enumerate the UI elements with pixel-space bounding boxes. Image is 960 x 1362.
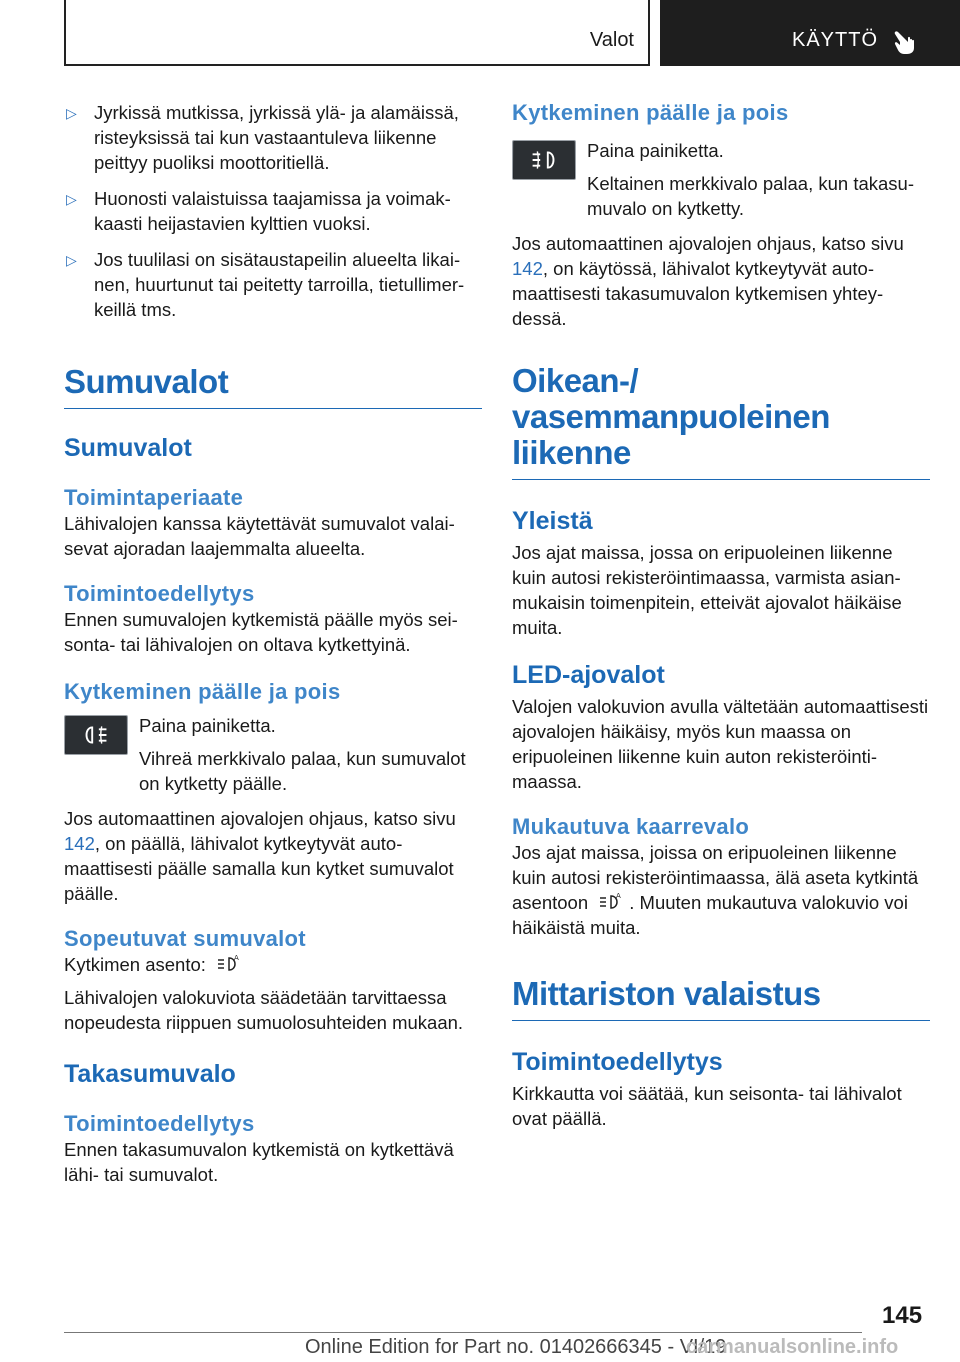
auto-text-post: , on päällä, lähivalot kytkeytyvät automaattisesti päälle samalla kun kytket sumuvalot päälle. — [64, 833, 454, 904]
subheading-sumuvalot: Sumuvalot — [64, 434, 192, 462]
page-link-142[interactable]: 142 — [64, 833, 95, 854]
indicator-text: Keltainen merkkivalo palaa, kun takasumuvalo on kytketty. — [587, 173, 915, 219]
auto-light-switch-icon — [597, 890, 625, 914]
paragraph-takasumu: Ennen takasumuvalon kytkemistä on kytkettävä lähi- tai sumuvalot. — [64, 1139, 454, 1185]
bullet-triangle-icon: ▷ — [66, 191, 77, 207]
button-instruction: Paina painiketta. — [587, 140, 724, 161]
footer-divider — [64, 1332, 862, 1333]
header-box — [64, 0, 650, 66]
heading-mittariston-valaistus: Mittariston valaistus — [512, 976, 930, 1021]
heading-toimintoedellytys: Toimintoedellytys — [64, 581, 255, 606]
heading-sopeutuvat: Sopeutuvat sumuvalot — [64, 926, 306, 951]
heading-yleista: Yleistä — [512, 507, 593, 535]
heading-kytkeminen: Kytkeminen päälle ja pois — [64, 679, 341, 704]
heading-toimintaperiaate: Toimintaperiaate — [64, 485, 244, 510]
bullet-text: Jyrkissä mutkissa, jyrkissä ylä- ja alamäissä, risteyksissä tai kun vastaantuleva liikenne peittyy puoliksi moottoritiellä. — [94, 102, 459, 173]
heading-takasumuvalo: Takasumuvalo — [64, 1060, 236, 1088]
auto-text-pre: Jos automaattinen ajovalojen ohjaus, katso sivu — [64, 808, 456, 829]
heading-kytkeminen-rear: Kytkeminen päälle ja pois — [512, 100, 789, 125]
rear-fog-light-button-icon — [512, 140, 576, 180]
paragraph-toimintoedellytys: Ennen sumuvalojen kytkemistä päälle myös seisonta- tai lähivalojen on oltava kytkettyinä. — [64, 609, 458, 655]
bullet-text: Jos tuulilasi on sisätaustapeilin alueelta likainen, huurtunut tai peitetty tarroilla, tietullimerkeillä tms. — [94, 249, 465, 320]
paragraph-led: Valojen valokuvion avulla vältetään automaattisesti ajovalojen häikäisy, myös kun maassa on eripuoleinen liikenne kuin auton rekisteröintimaassa. — [512, 696, 929, 792]
page-number: 145 — [882, 1302, 923, 1329]
list-item — [64, 247, 482, 322]
paragraph-automatic — [64, 806, 482, 906]
svg-text:A: A — [616, 892, 622, 900]
section-title: Valot — [589, 29, 634, 51]
list-item — [64, 100, 482, 175]
page-link-142[interactable]: 142 — [512, 258, 543, 279]
heading-oikean-vasemmanpuoleinen: Oikean-/ vasemmanpuoleinen liikenne — [512, 363, 930, 480]
mukautuva-text-post: . Muuten mukautuva valokuvio voi häikäistä muita. — [512, 892, 908, 938]
heading-led-ajovalot: LED-ajovalot — [512, 661, 665, 689]
rear-fog-button-row — [512, 138, 930, 221]
list-item — [64, 186, 482, 236]
front-fog-light-button-icon — [64, 715, 128, 755]
paragraph-yleista: Jos ajat maissa, jossa on eripuoleinen liikenne kuin autosi rekisteröintimaassa, varmista asianmukaisin toimenpitein, etteivät ajovalot häikäise muita. — [512, 542, 902, 638]
fog-button-row — [64, 713, 482, 796]
button-instruction: Paina painiketta. — [139, 715, 276, 736]
heading-mukautuva: Mukautuva kaarrevalo — [512, 814, 750, 839]
bullet-triangle-icon: ▷ — [66, 105, 77, 121]
auto-text-post: , on käytössä, lähivalot kytkeytyvät automaattisesti takasumuvalon kytkemisen yhteydessä. — [512, 258, 884, 329]
auto-text-pre: Jos automaattinen ajovalojen ohjaus, katso sivu — [512, 233, 904, 254]
switch-position-text: Kytkimen asento: — [64, 954, 206, 975]
right-column — [512, 100, 930, 1131]
mukautuva-text-pre: Jos ajat maissa, joissa on eripuoleinen liikenne kuin autosi rekisteröintimaassa, älä aseta kytkintä asentoon — [512, 842, 919, 913]
auto-light-switch-icon — [215, 952, 243, 976]
chapter-tab-label: KÄYTTÖ — [792, 29, 879, 51]
paragraph-toimintaperiaate: Lähivalojen kanssa käytettävät sumuvalot valaisevat ajoradan laajemmalta alueelta. — [64, 513, 455, 559]
svg-text:A: A — [234, 954, 239, 962]
heading-toimintoedellytys-2: Toimintoedellytys — [64, 1111, 255, 1136]
footer-edition: Online Edition for Part no. 01402666345 - VI/19 — [305, 1336, 727, 1358]
bullet-text: Huonosti valaistuissa taajamissa ja voimakkaasti heijastavien kylttien vuoksi. — [94, 188, 451, 234]
paragraph-mukautuva — [512, 840, 930, 940]
paragraph-mittariston: Kirkkautta voi säätää, kun seisonta- tai lähivalot ovat päällä. — [512, 1083, 902, 1129]
paragraph-automatic-rear — [512, 231, 930, 331]
heading-toimintoedellytys-right: Toimintoedellytys — [512, 1048, 723, 1076]
bullet-triangle-icon: ▷ — [66, 252, 77, 268]
indicator-text: Vihreä merkkivalo palaa, kun sumuvalot on kytketty päälle. — [139, 748, 466, 794]
paragraph-sopeutuvat: Lähivalojen valokuviota säädetään tarvittaessa nopeudesta riippuen sumuolosuhteiden mukaan. — [64, 987, 464, 1033]
watermark: carmanualsonline.info — [686, 1336, 899, 1358]
paragraph-kytkimen-asento — [64, 952, 482, 977]
heading-sumuvalot: Sumuvalot — [64, 364, 482, 409]
pointing-hand-icon — [892, 28, 920, 56]
left-column — [64, 100, 482, 1187]
